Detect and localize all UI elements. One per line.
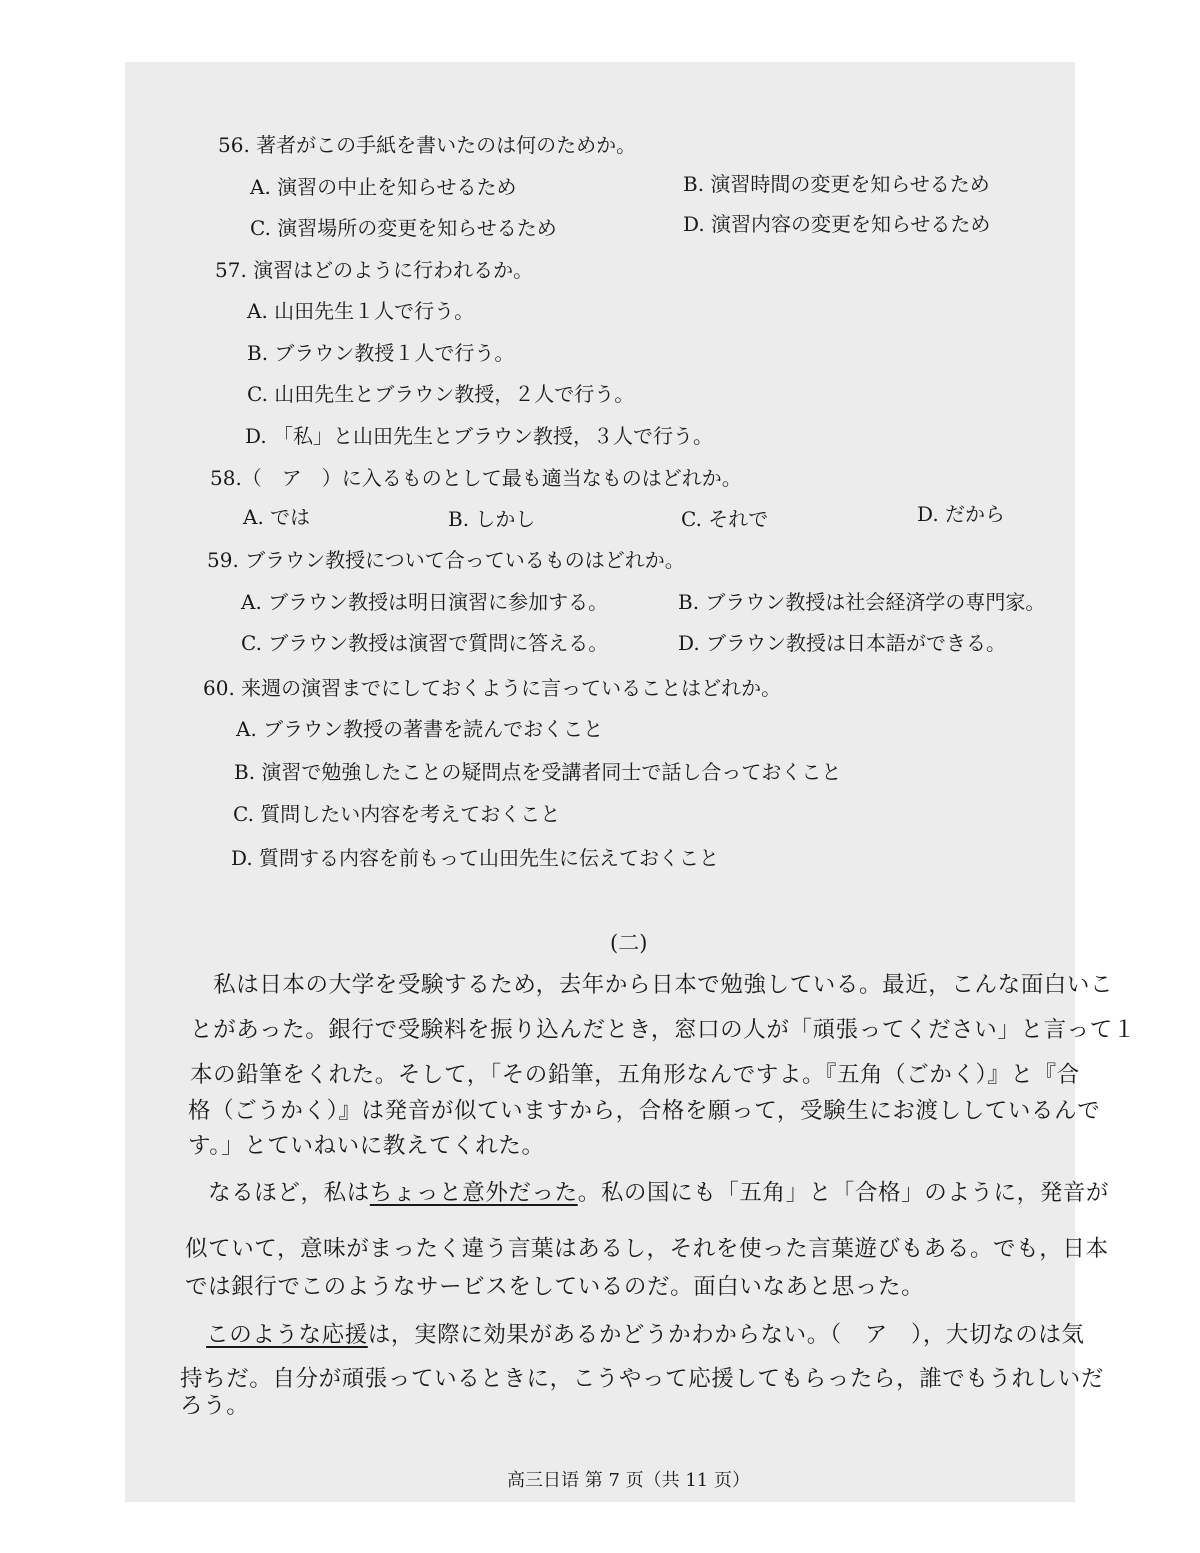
question-59-option-a: A. ブラウン教授は明日演習に参加する。 xyxy=(241,590,609,614)
question-56-option-a: A. 演習の中止を知らせるため xyxy=(250,175,517,199)
passage-line: 本の鉛筆をくれた。そして，「その鉛筆，五角形なんですよ。『五角（ごかく）』と『合 xyxy=(190,1062,1080,1088)
question-58-option-b: B. しかし xyxy=(448,507,536,531)
passage-line: ろう。 xyxy=(180,1393,250,1419)
passage-line xyxy=(183,1322,1085,1348)
passage-line: では銀行でこのようなサービスをしているのだ。面白いなあと思った。 xyxy=(185,1274,925,1300)
question-57-option-d: D. 「私」と山田先生とブラウン教授，３人で行う。 xyxy=(245,424,714,448)
question-59-option-c: C. ブラウン教授は演習で質問に答える。 xyxy=(241,631,609,655)
passage-text: 。私の国にも「五角」と「合格」のように，発音が xyxy=(577,1180,1110,1206)
question-56-option-d: D. 演習内容の変更を知らせるため xyxy=(683,212,991,236)
question-60-option-d: D. 質問する内容を前もって山田先生に伝えておくこと xyxy=(231,846,720,870)
underlined-phrase: このような応援 xyxy=(206,1322,368,1348)
passage-line: 似ていて，意味がまったく違う言葉はあるし，それを使った言葉遊びもある。でも，日本 xyxy=(185,1236,1109,1262)
passage-line xyxy=(185,1180,1109,1206)
question-60-option-b: B. 演習で勉強したことの疑問点を受講者同士で話し合っておくこと xyxy=(234,760,842,784)
question-60-stem: 60. 来週の演習までにしておくように言っていることはどれか。 xyxy=(203,676,782,700)
question-59-option-d: D. ブラウン教授は日本語ができる。 xyxy=(678,631,1007,655)
passage-line: 持ちだ。自分が頑張っているときに，こうやって応援してもらったら，誰でもうれしいだ xyxy=(180,1366,1105,1392)
passage-line: す。」とていねいに教えてくれた。 xyxy=(188,1133,545,1159)
question-56-option-b: B. 演習時間の変更を知らせるため xyxy=(683,172,990,196)
question-58-option-d: D. だから xyxy=(917,502,1006,526)
underlined-phrase: ちょっと意外だった xyxy=(369,1180,578,1206)
question-60-option-a: A. ブラウン教授の著書を読んでおくこと xyxy=(236,717,604,741)
question-59-stem: 59. ブラウン教授について合っているものはどれか。 xyxy=(207,548,685,572)
question-57-option-b: B. ブラウン教授１人で行う。 xyxy=(247,341,515,365)
question-58-option-a: A. では xyxy=(243,505,311,529)
question-58-option-c: C. それで xyxy=(681,507,769,531)
passage-text: なるほど，私は xyxy=(185,1180,370,1206)
section-title: (二) xyxy=(610,931,648,955)
passage-line: 私は日本の大学を受験するため，去年から日本で勉強している。最近，こんな面白いこ xyxy=(190,972,1114,998)
passage-line: 格（ごうかく）』は発音が似ていますから，合格を願って，受験生にお渡ししているんで xyxy=(188,1098,1101,1124)
question-56-stem: 56. 著者がこの手紙を書いたのは何のためか。 xyxy=(218,133,637,157)
question-58-stem: 58.（ ア ）に入るものとして最も適当なものはどれか。 xyxy=(210,466,742,490)
question-56-option-c: C. 演習場所の変更を知らせるため xyxy=(250,216,557,240)
passage-line: とがあった。銀行で受験料を振り込んだとき，窓口の人が「頑張ってください」と言って１ xyxy=(190,1017,1136,1043)
question-59-option-b: B. ブラウン教授は社会経済学の専門家。 xyxy=(678,590,1046,614)
page-footer: 高三日语 第 7 页（共 11 页） xyxy=(507,1470,750,1491)
passage-text: は，実際に効果があるかどうかわからない。（ ア ），大切なのは気 xyxy=(367,1322,1085,1348)
question-57-stem: 57. 演習はどのように行われるか。 xyxy=(215,258,534,282)
question-57-option-a: A. 山田先生１人で行う。 xyxy=(247,299,475,323)
question-60-option-c: C. 質問したい内容を考えておくこと xyxy=(233,802,561,826)
question-57-option-c: C. 山田先生とブラウン教授，２人で行う。 xyxy=(247,382,635,406)
